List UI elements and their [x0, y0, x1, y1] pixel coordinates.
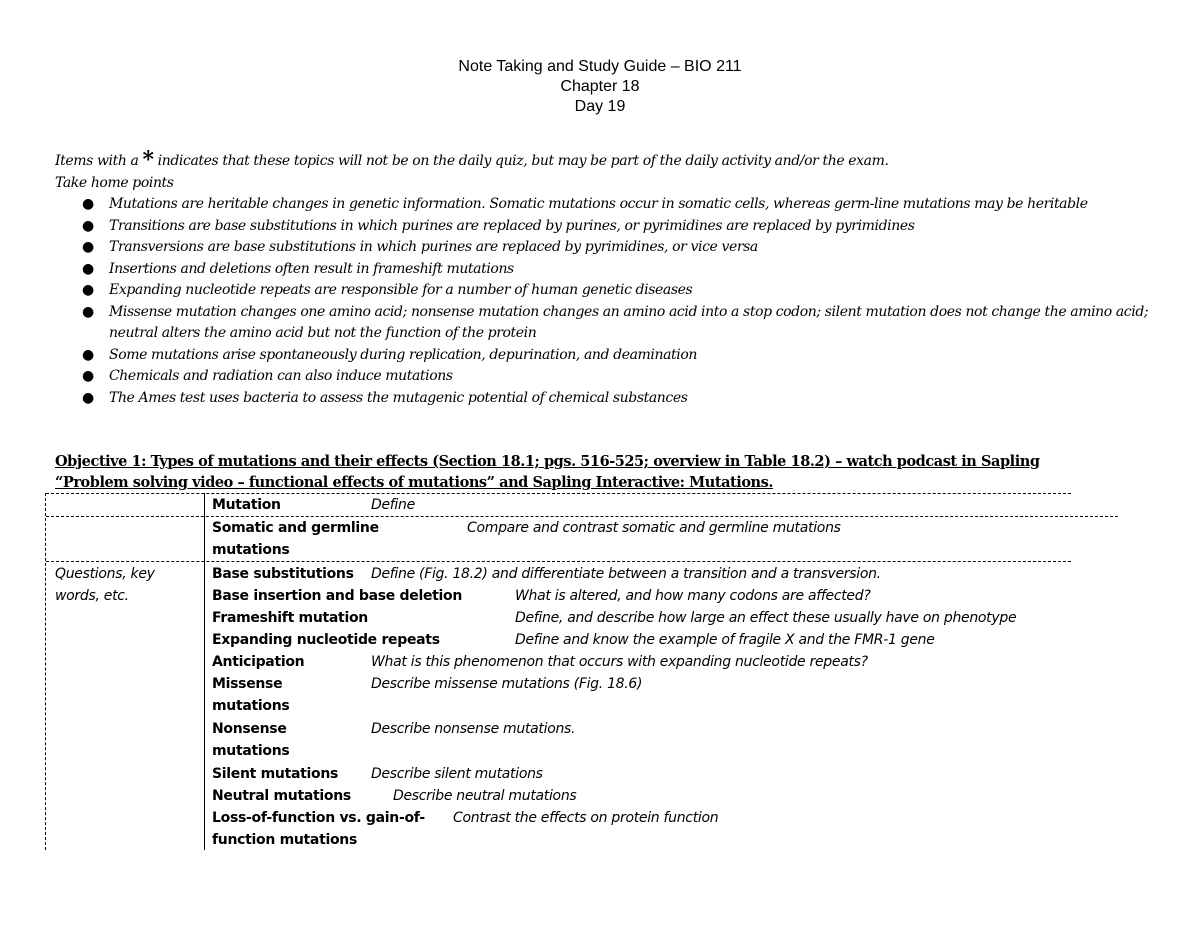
term-somatic-germline: Somatic and germline mutations [212, 520, 379, 558]
list-item [55, 345, 1179, 367]
point-text: The Ames test uses bacteria to assess the mutagenic potential of chemical substances [109, 389, 688, 406]
term-insertion-deletion: Base insertion and base deletion [212, 588, 463, 604]
document-title: Note Taking and Study Guide – BIO 211 [458, 58, 742, 75]
bullet-icon: ● [82, 389, 94, 406]
bullet-icon: ● [82, 346, 94, 363]
table-rule-divider [204, 493, 205, 850]
term-silent: Silent mutations [212, 766, 339, 782]
bullet-icon: ● [82, 368, 94, 384]
term-expanding-repeats: Expanding nucleotide repeats [212, 632, 440, 648]
list-item [55, 194, 1179, 216]
point-text: Missense mutation changes one amino acid; nonsense mutation changes an amino acid into a stop codon; silent mutation does not change the amino acid; neutral alters the amino acid but not the function of the protein [109, 303, 1149, 341]
desc-expanding-repeats: Define and know the example of fragile X and the FMR-1 gene [515, 632, 935, 648]
list-item [55, 280, 1179, 302]
desc-mutation: Define [371, 497, 415, 513]
term-mutation: Mutation [212, 497, 281, 513]
point-text: Some mutations arise spontaneously during replication, depurination, and deamination [109, 346, 697, 363]
desc-missense: Describe missense mutations (Fig. 18.6) [371, 676, 643, 692]
point-text: Transversions are base substitutions in which purines are replaced by pyrimidines, or vice versa [109, 239, 758, 255]
desc-nonsense: Describe nonsense mutations. [371, 721, 576, 737]
term-nonsense: Nonsense mutations [212, 721, 290, 759]
list-item [55, 216, 1179, 238]
desc-anticipation: What is this phenomenon that occurs with expanding nucleotide repeats? [371, 654, 868, 670]
asterisk-icon: * [142, 147, 154, 173]
objective-line-1: Objective 1: Types of mutations and their effects (Section 18.1; pgs. 516-525; overview in Table 18.2) – watch podcast in Sapling [55, 453, 1040, 470]
take-home-heading: Take home points [55, 175, 174, 191]
term-loss-gain-function: Loss-of-function vs. gain-of-function mutations [212, 810, 425, 848]
desc-somatic-germline: Compare and contrast somatic and germline mutations [467, 520, 841, 536]
term-anticipation: Anticipation [212, 654, 305, 670]
take-home-list [55, 194, 1175, 409]
desc-frameshift: Define, and describe how large an effect these usually have on phenotype [515, 610, 1017, 626]
desc-silent: Describe silent mutations [371, 766, 543, 782]
list-item [55, 259, 1179, 281]
desc-neutral: Describe neutral mutations [393, 788, 577, 804]
document-header [0, 57, 1200, 117]
list-item [55, 366, 1179, 388]
list-item [55, 237, 1179, 259]
desc-insertion-deletion: What is altered, and how many codons are affected? [515, 588, 871, 604]
bullet-icon: ● [82, 303, 94, 320]
term-missense: Missense mutations [212, 676, 290, 714]
point-text: Insertions and deletions often result in frameshift mutations [109, 260, 514, 277]
quiz-note-after: indicates that these topics will not be on the daily quiz, but may be part of the daily activity and/or the exam. [153, 153, 889, 169]
bullet-icon: ● [82, 239, 94, 255]
term-neutral: Neutral mutations [212, 788, 351, 804]
table-rule-left [45, 493, 46, 850]
desc-loss-gain-function: Contrast the effects on protein function [453, 810, 719, 826]
bullet-icon: ● [82, 260, 94, 277]
term-base-substitutions: Base substitutions [212, 566, 354, 582]
list-item [55, 302, 1179, 345]
table-rule-row2 [46, 561, 1071, 562]
bullet-icon: ● [82, 196, 94, 212]
desc-base-substitutions: Define (Fig. 18.2) and differentiate between a transition and a transversion. [371, 566, 881, 582]
point-text: Transitions are base substitutions in which purines are replaced by purines, or pyrimidines are replaced by pyrimidines [109, 217, 915, 234]
term-frameshift: Frameshift mutation [212, 610, 368, 626]
objective-line-2: “Problem solving video – functional effects of mutations” and Sapling Interactive: Mutations. [55, 474, 773, 491]
quiz-note-before: Items with a [55, 153, 143, 169]
list-item [55, 388, 1179, 410]
objective-heading [55, 451, 1165, 493]
table-rule-top [46, 493, 1071, 494]
chapter-label: Chapter 18 [560, 78, 640, 95]
bullet-icon: ● [82, 282, 94, 298]
point-text: Chemicals and radiation can also induce mutations [109, 368, 453, 384]
day-label: Day 19 [574, 98, 626, 115]
point-text: Mutations are heritable changes in genetic information. Somatic mutations occur in somatic cells, whereas germ-line mutations may be heritable [109, 196, 1088, 212]
left-column-note: Questions, key words, etc. [55, 566, 155, 604]
bullet-icon: ● [82, 217, 94, 234]
point-text: Expanding nucleotide repeats are responsible for a number of human genetic diseases [109, 282, 693, 298]
intro-section [55, 146, 1175, 409]
quiz-note [55, 146, 1175, 172]
